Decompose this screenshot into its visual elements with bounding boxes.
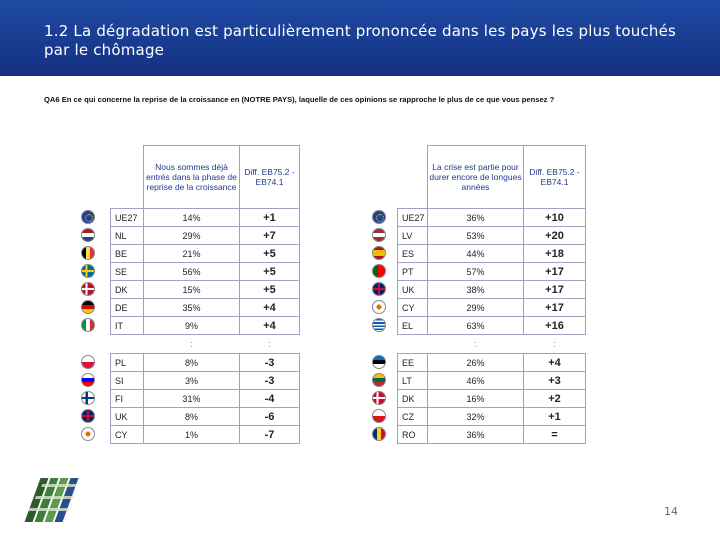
- cy-flag-icon: [81, 427, 95, 441]
- percentage-value: 8%: [144, 408, 240, 426]
- country-code: LT: [398, 372, 428, 390]
- left-header-value: Nous sommes déjà entrés dans la phase de reprise de la croissance: [144, 146, 240, 209]
- difference-value: +4: [524, 354, 586, 372]
- country-code: SI: [111, 372, 144, 390]
- percentage-value: 36%: [428, 209, 524, 227]
- se-flag-icon: [81, 264, 95, 278]
- table-row: [111, 408, 300, 426]
- percentage-value: 56%: [144, 263, 240, 281]
- percentage-value: 32%: [428, 408, 524, 426]
- percentage-value: 14%: [144, 209, 240, 227]
- table-row: [111, 317, 300, 335]
- ee-flag-icon: [372, 355, 386, 369]
- table-row: [111, 426, 300, 444]
- difference-value: =: [524, 426, 586, 444]
- country-code: FI: [111, 390, 144, 408]
- country-code: PL: [111, 354, 144, 372]
- percentage-value: 16%: [428, 390, 524, 408]
- slide-title: 1.2 La dégradation est particulièrement prononcée dans les pays les plus touchés par le chômage: [44, 22, 677, 59]
- percentage-value: 1%: [144, 426, 240, 444]
- si-flag-icon: [81, 373, 95, 387]
- country-code: IT: [111, 317, 144, 335]
- difference-value: +17: [524, 299, 586, 317]
- percentage-value: 44%: [428, 245, 524, 263]
- difference-value: -3: [240, 372, 300, 390]
- percentage-value: 21%: [144, 245, 240, 263]
- table-row: [398, 317, 586, 335]
- country-code: SE: [111, 263, 144, 281]
- country-code: BE: [111, 245, 144, 263]
- el-flag-icon: [372, 318, 386, 332]
- difference-value: +10: [524, 209, 586, 227]
- separator-row: [111, 335, 300, 354]
- table-row: [111, 281, 300, 299]
- country-code: DK: [111, 281, 144, 299]
- percentage-value: 9%: [144, 317, 240, 335]
- difference-value: +5: [240, 245, 300, 263]
- table-row: [111, 372, 300, 390]
- survey-question: QA6 En ce qui concerne la reprise de la croissance en (NOTRE PAYS), laquelle de ces opinions se rapproche le plus de ce que vous pensez ?: [44, 95, 555, 104]
- percentage-value: 15%: [144, 281, 240, 299]
- es-flag-icon: [372, 246, 386, 260]
- percentage-value: 38%: [428, 281, 524, 299]
- country-code: UK: [398, 281, 428, 299]
- right-results-table: [397, 145, 586, 444]
- separator-mark: :: [474, 339, 477, 349]
- difference-value: -6: [240, 408, 300, 426]
- slide-header: [0, 0, 720, 76]
- difference-value: -4: [240, 390, 300, 408]
- difference-value: +4: [240, 299, 300, 317]
- page-number: 14: [664, 505, 678, 518]
- de-flag-icon: [81, 300, 95, 314]
- percentage-value: 8%: [144, 354, 240, 372]
- table-row: [398, 245, 586, 263]
- difference-value: +1: [240, 209, 300, 227]
- percentage-value: 57%: [428, 263, 524, 281]
- country-code: PT: [398, 263, 428, 281]
- difference-value: +18: [524, 245, 586, 263]
- table-row: [111, 227, 300, 245]
- country-code: UE27: [111, 209, 144, 227]
- table-row: [398, 299, 586, 317]
- table-row: [398, 263, 586, 281]
- percentage-value: 35%: [144, 299, 240, 317]
- uk-flag-icon: [81, 409, 95, 423]
- country-code: LV: [398, 227, 428, 245]
- difference-value: +4: [240, 317, 300, 335]
- difference-value: -3: [240, 354, 300, 372]
- pt-flag-icon: [372, 264, 386, 278]
- lt-flag-icon: [372, 373, 386, 387]
- pl-flag-icon: [81, 355, 95, 369]
- country-code: DE: [111, 299, 144, 317]
- table-row: [398, 408, 586, 426]
- difference-value: +5: [240, 281, 300, 299]
- percentage-value: 63%: [428, 317, 524, 335]
- table-row: [111, 299, 300, 317]
- table-row: [398, 426, 586, 444]
- eu-flag-icon: [81, 210, 95, 224]
- difference-value: +5: [240, 263, 300, 281]
- country-code: NL: [111, 227, 144, 245]
- table-row: [398, 390, 586, 408]
- difference-value: +20: [524, 227, 586, 245]
- country-code: UE27: [398, 209, 428, 227]
- it-flag-icon: [81, 318, 95, 332]
- table-row: [398, 372, 586, 390]
- table-row: [111, 263, 300, 281]
- percentage-value: 29%: [428, 299, 524, 317]
- difference-value: +3: [524, 372, 586, 390]
- difference-value: +7: [240, 227, 300, 245]
- separator-mark: :: [190, 339, 193, 349]
- cz-flag-icon: [372, 409, 386, 423]
- table-row: [398, 281, 586, 299]
- left-results-table: [110, 145, 300, 444]
- table-row: [111, 245, 300, 263]
- table-row: [111, 390, 300, 408]
- uk-flag-icon: [372, 282, 386, 296]
- percentage-value: 26%: [428, 354, 524, 372]
- difference-value: -7: [240, 426, 300, 444]
- right-header-diff: Diff. EB75.2 - EB74.1: [524, 146, 586, 209]
- lv-flag-icon: [372, 228, 386, 242]
- nl-flag-icon: [81, 228, 95, 242]
- table-row: [398, 354, 586, 372]
- table-row: [111, 354, 300, 372]
- eurobarometer-logo: [24, 474, 94, 526]
- country-code: EL: [398, 317, 428, 335]
- ro-flag-icon: [372, 427, 386, 441]
- difference-value: +1: [524, 408, 586, 426]
- country-code: CY: [111, 426, 144, 444]
- difference-value: +2: [524, 390, 586, 408]
- percentage-value: 53%: [428, 227, 524, 245]
- country-code: CZ: [398, 408, 428, 426]
- country-code: CY: [398, 299, 428, 317]
- country-code: DK: [398, 390, 428, 408]
- table-row: [111, 209, 300, 227]
- percentage-value: 36%: [428, 426, 524, 444]
- eu-flag-icon: [372, 210, 386, 224]
- separator-mark: :: [553, 339, 556, 349]
- be-flag-icon: [81, 246, 95, 260]
- dk-flag-icon: [81, 282, 95, 296]
- difference-value: +17: [524, 263, 586, 281]
- left-header-diff: Diff. EB75.2 - EB74.1: [240, 146, 300, 209]
- difference-value: +16: [524, 317, 586, 335]
- percentage-value: 29%: [144, 227, 240, 245]
- dk-flag-icon: [372, 391, 386, 405]
- separator-row: [398, 335, 586, 354]
- difference-value: +17: [524, 281, 586, 299]
- country-code: UK: [111, 408, 144, 426]
- table-row: [398, 209, 586, 227]
- separator-mark: :: [268, 339, 271, 349]
- percentage-value: 3%: [144, 372, 240, 390]
- country-code: ES: [398, 245, 428, 263]
- table-row: [398, 227, 586, 245]
- country-code: EE: [398, 354, 428, 372]
- fi-flag-icon: [81, 391, 95, 405]
- cy-flag-icon: [372, 300, 386, 314]
- right-header-value: La crise est partie pour durer encore de longues années: [428, 146, 524, 209]
- percentage-value: 46%: [428, 372, 524, 390]
- country-code: RO: [398, 426, 428, 444]
- percentage-value: 31%: [144, 390, 240, 408]
